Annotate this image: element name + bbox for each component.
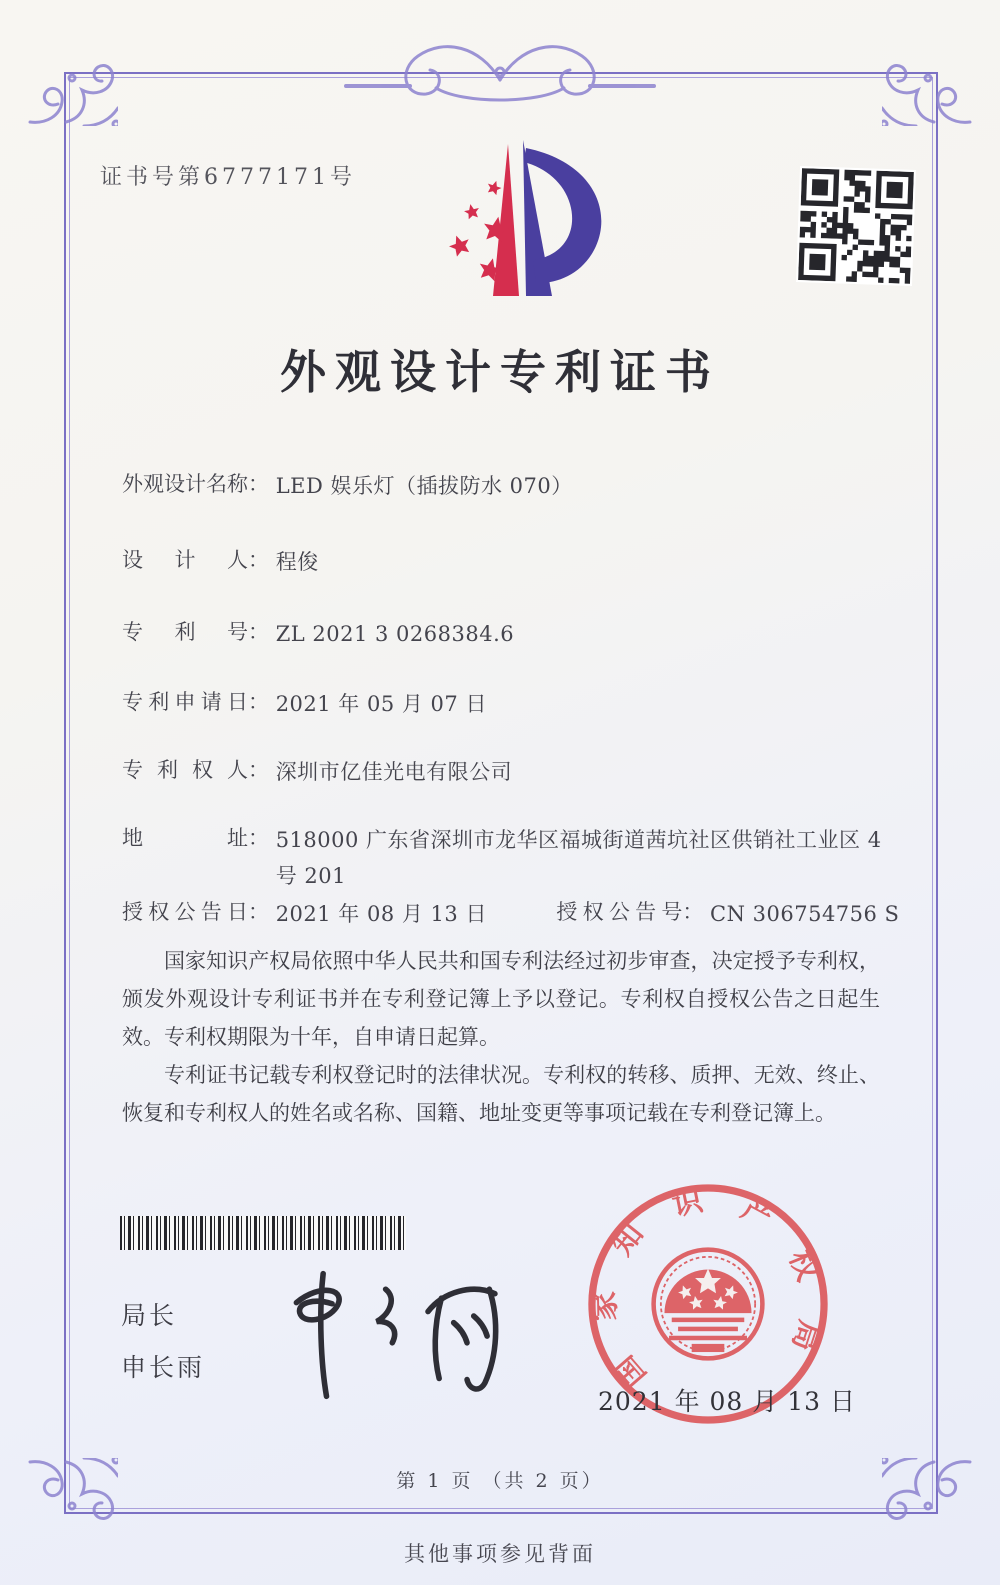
field-grant-row: 授权公告日： 2021 年 08 月 13 日 授权公告号： CN 306754756 S bbox=[122, 896, 882, 932]
legal-text bbox=[122, 942, 880, 1132]
field-label: 专利号 bbox=[122, 620, 248, 644]
field-label: 授权公告号 bbox=[556, 900, 683, 924]
field-value: 2021 年 08 月 13 日 bbox=[275, 902, 487, 926]
legal-paragraph: 国家知识产权局依照中华人民共和国专利法经过初步审查，决定授予专利权，颁发外观设计专利证书并在专利登记簿上予以登记。专利权自授权公告之日起生效。专利权期限为十年，自申请日起算。 bbox=[122, 949, 880, 1049]
field-label: 设计人 bbox=[122, 548, 248, 572]
field-label: 地址 bbox=[122, 826, 248, 850]
field-patent-number: 专利号： ZL 2021 3 0268384.6 bbox=[122, 616, 514, 652]
qr-code-icon bbox=[796, 166, 916, 286]
field-value: 程俊 bbox=[275, 550, 319, 574]
officer-title: 局长 bbox=[121, 1301, 178, 1330]
field-label: 授权公告日 bbox=[122, 900, 248, 924]
field-filing-date: 专利申请日： 2021 年 05 月 07 日 bbox=[122, 686, 487, 722]
corner-flourish-icon bbox=[882, 34, 974, 126]
field-value: 518000 广东省深圳市龙华区福城街道茜坑社区供销社工业区 4 号 201 bbox=[275, 828, 882, 888]
seal-text: 国家知识产权局 bbox=[587, 1182, 828, 1395]
certificate-title: 外观设计专利证书 bbox=[280, 345, 720, 399]
field-value: ZL 2021 3 0268384.6 bbox=[275, 622, 515, 646]
field-designer: 设计人： 程俊 bbox=[122, 544, 319, 580]
field-value: LED 娱乐灯（插拔防水 070） bbox=[275, 474, 573, 498]
corner-flourish-icon bbox=[26, 34, 118, 126]
field-value: CN 306754756 S bbox=[710, 902, 900, 926]
certificate-number: 证书号第6777171号 bbox=[100, 165, 356, 190]
cnipa-logo-icon bbox=[398, 128, 623, 318]
page-number: 第 1 页 （共 2 页） bbox=[396, 1470, 604, 1492]
national-emblem-icon bbox=[654, 1250, 763, 1359]
field-label: 专利申请日 bbox=[122, 690, 248, 714]
legal-paragraph: 专利证书记载专利权登记时的法律状况。专利权的转移、质押、无效、终止、恢复和专利权人的姓名或名称、国籍、地址变更等事项记载在专利登记簿上。 bbox=[122, 1063, 880, 1125]
barcode-icon bbox=[120, 1216, 406, 1250]
field-design-name: 外观设计名称： LED 娱乐灯（插拔防水 070） bbox=[122, 468, 573, 504]
officer-name: 申长雨 bbox=[121, 1353, 206, 1382]
back-note: 其他事项参见背面 bbox=[404, 1542, 596, 1566]
field-value: 2021 年 05 月 07 日 bbox=[275, 692, 487, 716]
field-value: 深圳市亿佳光电有限公司 bbox=[275, 760, 513, 784]
field-patentee: 专利权人： 深圳市亿佳光电有限公司 bbox=[122, 754, 512, 790]
field-address: 地址： 518000 广东省深圳市龙华区福城街道茜坑社区供销社工业区 4 号 201 bbox=[122, 822, 882, 894]
seal-date: 2021 年 08 月 13 日 bbox=[598, 1387, 856, 1416]
field-label: 外观设计名称 bbox=[122, 472, 248, 496]
signature-icon bbox=[264, 1258, 534, 1403]
field-label: 专利权人 bbox=[122, 758, 248, 782]
top-flourish-icon bbox=[340, 22, 660, 122]
